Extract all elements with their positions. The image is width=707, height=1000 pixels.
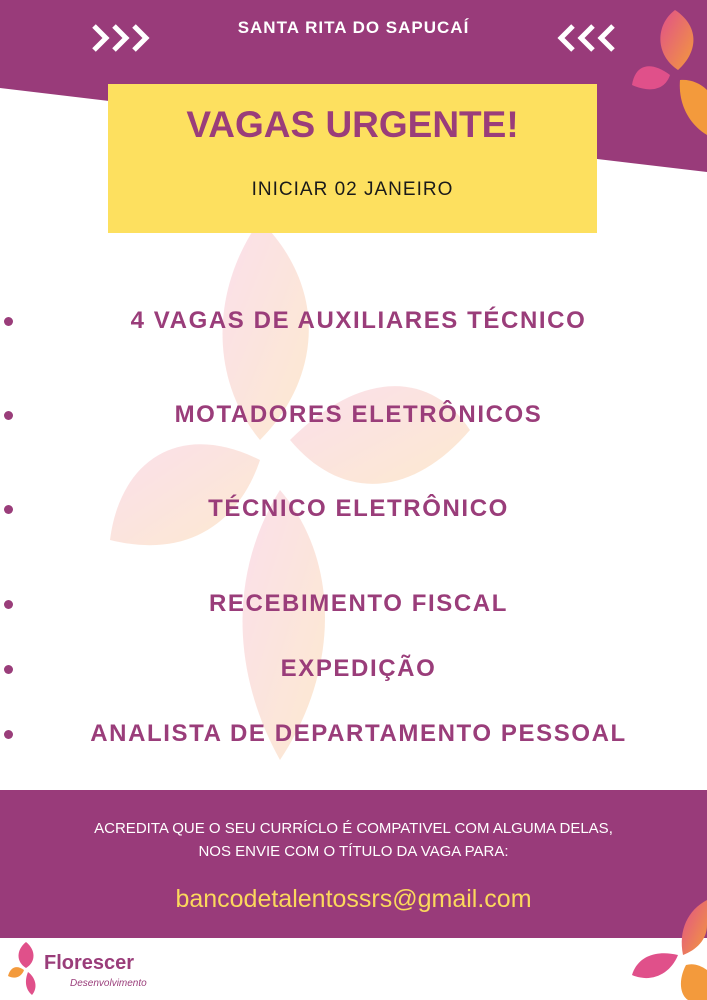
list-item	[0, 720, 707, 760]
list-item	[0, 495, 707, 535]
logo-name: Florescer	[44, 952, 135, 974]
headline: VAGAS URGENTE!	[186, 104, 519, 145]
job-title: RECEBIMENTO FISCAL	[208, 590, 509, 617]
bullet	[4, 600, 13, 609]
job-title: MOTADORES ELETRÔNICOS	[174, 401, 543, 428]
flower-icon	[8, 940, 42, 996]
cta-line-1: ACREDITA QUE O SEU CURRÍCLO É COMPATIVEL COM ALGUMA DELAS,	[94, 820, 613, 837]
flower-icon	[630, 5, 707, 140]
bullet	[4, 411, 13, 420]
call-to-action	[0, 817, 707, 863]
start-date: INICIAR 02 JANEIRO	[251, 179, 454, 200]
flower-icon	[628, 895, 707, 1000]
list-item	[0, 401, 707, 441]
chevrons-left-icon	[553, 22, 615, 54]
cta-line-2: NOS ENVIE COM O TÍTULO DA VAGA PARA:	[198, 843, 509, 860]
email-link[interactable]: bancodetalentossrs@gmail.com	[175, 885, 532, 913]
list-item	[0, 307, 707, 347]
bullet	[4, 505, 13, 514]
list-item	[0, 590, 707, 630]
logo-tagline: Desenvolvimento	[70, 978, 147, 989]
headline-box	[108, 84, 597, 233]
list-item	[0, 655, 707, 695]
job-title: TÉCNICO ELETRÔNICO	[208, 495, 509, 522]
bullet	[4, 317, 13, 326]
location-text: SANTA RITA DO SAPUCAÍ	[237, 18, 470, 37]
logo	[8, 940, 168, 998]
job-title: 4 VAGAS DE AUXILIARES TÉCNICO	[130, 307, 587, 334]
job-title: EXPEDIÇÃO	[280, 655, 437, 682]
bullet	[4, 665, 13, 674]
bullet	[4, 730, 13, 739]
job-title: ANALISTA DE DEPARTAMENTO PESSOAL	[90, 720, 627, 747]
footer-band	[0, 790, 707, 938]
